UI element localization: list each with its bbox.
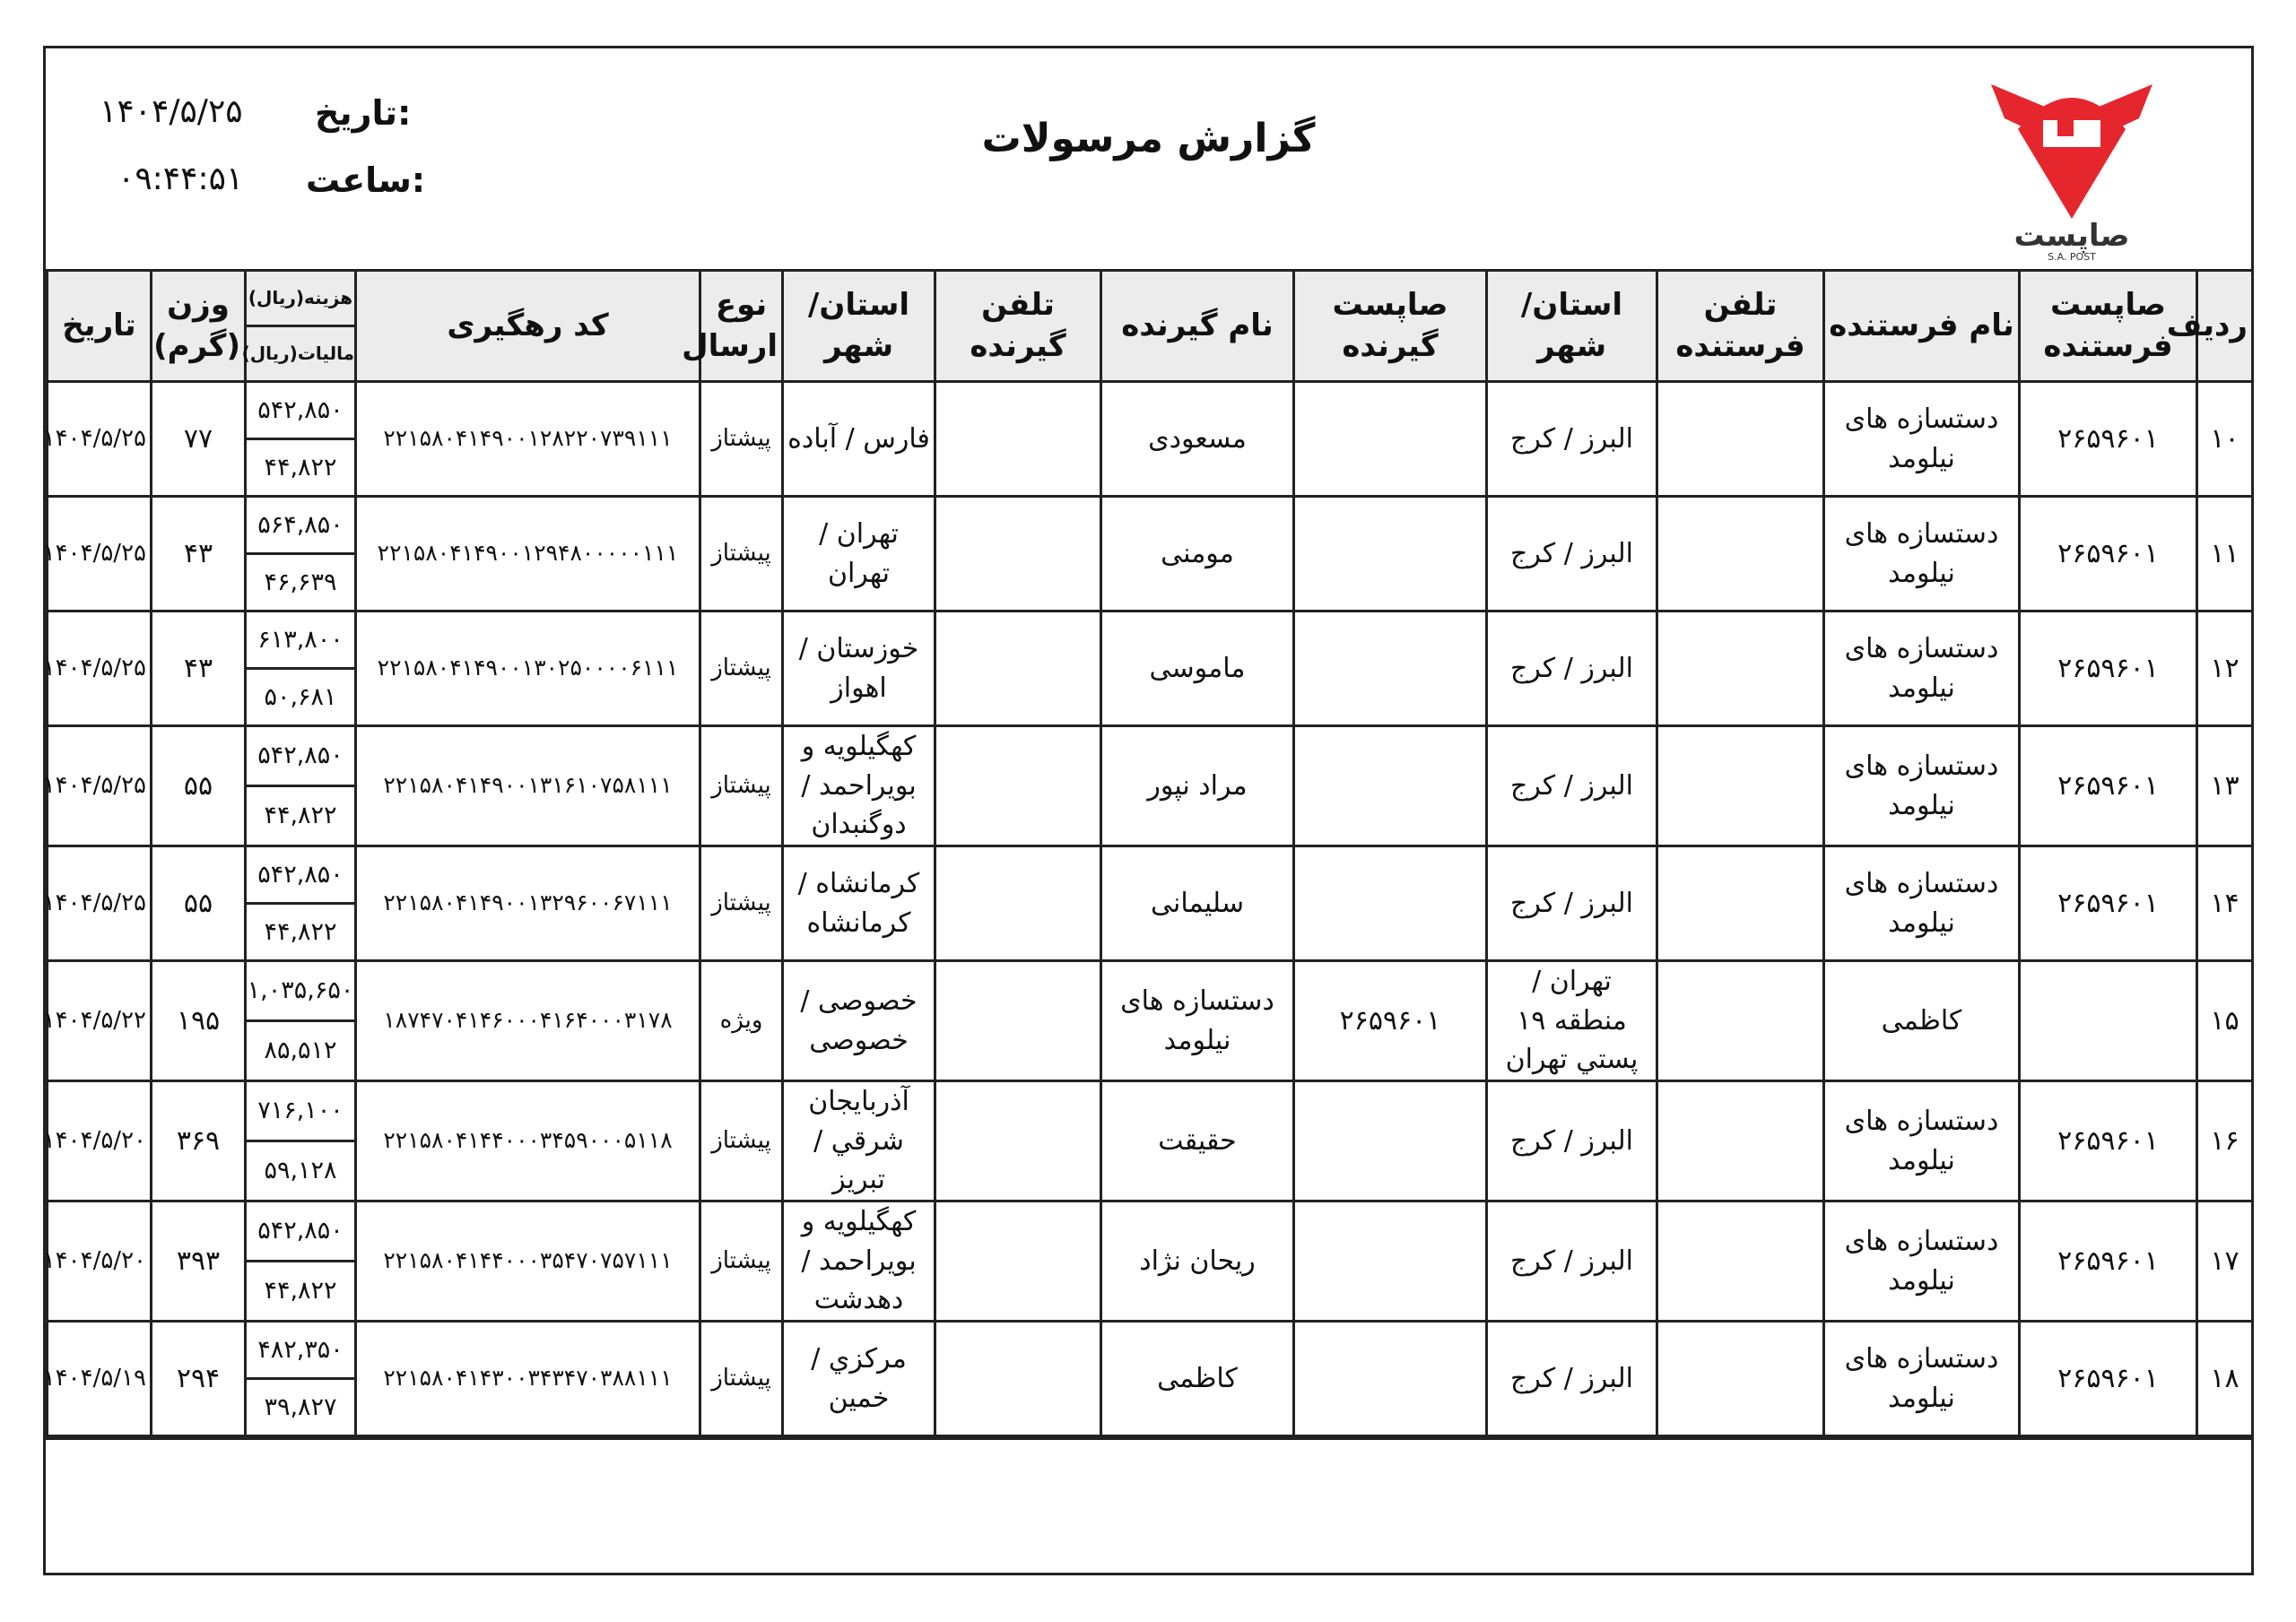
cell-cost: ۵۴۲,۸۵۰ — [246, 382, 356, 439]
table-row — [48, 846, 2253, 904]
cell-sender-name: کاظمی — [1824, 961, 2020, 1081]
cell-receiver-name: کاظمی — [1101, 1322, 1294, 1436]
time-value: ۰۹:۴۴:۵۱ — [117, 160, 244, 197]
col-sender-name: نام فرستنده — [1824, 271, 2020, 382]
cell-receiver-city: کهگیلویه و بویراحمد / دوگنبدان — [783, 726, 935, 846]
cell-receiver-phone — [935, 1322, 1101, 1436]
cell-row: ۱۲ — [2197, 612, 2253, 726]
cell-receiver-phone — [935, 497, 1101, 612]
cell-sender-city: البرز / کرج — [1487, 1201, 1657, 1322]
cell-send-type: پیشتاز — [700, 726, 783, 846]
cell-receiver-name: مراد نپور — [1101, 726, 1294, 846]
cell-cost: ۱,۰۳۵,۶۵۰ — [246, 961, 356, 1021]
cell-receiver-phone — [935, 612, 1101, 726]
table-row — [48, 1201, 2253, 1262]
cell-send-type: پیشتاز — [700, 382, 783, 497]
col-sender-phone: تلفن فرستنده — [1657, 271, 1824, 382]
col-receiver-name: نام گیرنده — [1101, 271, 1294, 382]
table-row — [48, 961, 2253, 1021]
cell-receiver-name: ریحان نژاد — [1101, 1201, 1294, 1322]
col-tracking: کد رهگیری — [356, 271, 700, 382]
table-row — [48, 1322, 2253, 1379]
cell-cost: ۴۸۲,۳۵۰ — [246, 1322, 356, 1379]
table-row — [48, 1081, 2253, 1141]
cell-tracking: ۲۲۱۵۸۰۴۱۴۹۰۰۱۲۸۲۲۰۷۳۹۱۱۱ — [356, 382, 700, 497]
table-row — [48, 497, 2253, 554]
cell-send-type: پیشتاز — [700, 846, 783, 961]
cell-receiver-city: تهران / تهران — [783, 497, 935, 612]
cell-send-type: پیشتاز — [700, 612, 783, 726]
cell-tracking: ۲۲۱۵۸۰۴۱۴۴۰۰۰۳۵۴۷۰۷۵۷۱۱۱ — [356, 1201, 700, 1322]
cell-sender-sapost — [2020, 961, 2197, 1081]
cell-send-type: پیشتاز — [700, 1201, 783, 1322]
cell-receiver-city: کهگیلویه و بویراحمد / دهدشت — [783, 1201, 935, 1322]
cell-sender-sapost: ۲۶۵۹۶۰۱ — [2020, 846, 2197, 961]
cell-receiver-sapost — [1294, 497, 1487, 612]
cell-receiver-city: فارس / آباده — [783, 382, 935, 497]
col-receiver-city: استان/ شهر — [783, 271, 935, 382]
cell-tax: ۴۶,۶۳۹ — [246, 554, 356, 612]
cell-sender-sapost: ۲۶۵۹۶۰۱ — [2020, 1201, 2197, 1322]
cell-tracking: ۲۲۱۵۸۰۴۱۴۹۰۰۱۳۲۹۶۰۰۶۷۱۱۱ — [356, 846, 700, 961]
cell-sender-city: البرز / کرج — [1487, 1081, 1657, 1201]
cell-sender-phone — [1657, 612, 1824, 726]
cell-row: ۱۱ — [2197, 497, 2253, 612]
cell-sender-phone — [1657, 382, 1824, 497]
cell-receiver-phone — [935, 1201, 1101, 1322]
cell-tracking: ۲۲۱۵۸۰۴۱۴۹۰۰۱۳۱۶۱۰۷۵۸۱۱۱ — [356, 726, 700, 846]
cell-receiver-sapost — [1294, 726, 1487, 846]
logo-text: صاپست — [2013, 218, 2130, 254]
col-send-type: نوع ارسال — [700, 271, 783, 382]
cell-weight: ۵۵ — [152, 846, 246, 961]
cell-receiver-sapost — [1294, 382, 1487, 497]
cell-sender-city: البرز / کرج — [1487, 497, 1657, 612]
cell-sender-sapost: ۲۶۵۹۶۰۱ — [2020, 612, 2197, 726]
cell-sender-phone — [1657, 961, 1824, 1081]
cell-row: ۱۴ — [2197, 846, 2253, 961]
report-frame — [43, 46, 2254, 1575]
cell-date: ۱۴۰۴/۵/۲۰ — [48, 1201, 152, 1322]
cell-date: ۱۴۰۴/۵/۱۹ — [48, 1322, 152, 1436]
cell-weight: ۳۹۳ — [152, 1201, 246, 1322]
cell-sender-phone — [1657, 726, 1824, 846]
cell-sender-sapost: ۲۶۵۹۶۰۱ — [2020, 726, 2197, 846]
col-tax: مالیات(ریال) — [246, 326, 356, 382]
cell-cost: ۶۱۳,۸۰۰ — [246, 612, 356, 669]
col-date: تاریخ — [48, 271, 152, 382]
cell-sender-name: دستسازه های نیلومد — [1824, 846, 2020, 961]
cell-date: ۱۴۰۴/۵/۲۵ — [48, 612, 152, 726]
table-bottom-divider — [46, 1437, 2251, 1440]
cell-weight: ۲۹۴ — [152, 1322, 246, 1436]
cell-cost: ۵۴۲,۸۵۰ — [246, 726, 356, 786]
cell-tax: ۸۵,۵۱۲ — [246, 1021, 356, 1081]
cell-receiver-name: ماموسی — [1101, 612, 1294, 726]
cell-sender-name: دستسازه های نیلومد — [1824, 1081, 2020, 1201]
cell-receiver-city: خوزستان / اهواز — [783, 612, 935, 726]
cell-weight: ۷۷ — [152, 382, 246, 497]
cell-tax: ۵۰,۶۸۱ — [246, 669, 356, 726]
cell-tracking: ۲۲۱۵۸۰۴۱۴۹۰۰۱۳۰۲۵۰۰۰۰۶۱۱۱ — [356, 612, 700, 726]
cell-weight: ۳۶۹ — [152, 1081, 246, 1201]
cell-tax: ۴۴,۸۲۲ — [246, 439, 356, 497]
cell-receiver-sapost — [1294, 1322, 1487, 1436]
col-sender-city: استان/ شهر — [1487, 271, 1657, 382]
cell-send-type: پیشتاز — [700, 497, 783, 612]
cell-tax: ۴۴,۸۲۲ — [246, 1262, 356, 1322]
cell-receiver-sapost — [1294, 846, 1487, 961]
page-title: گزارش مرسولات — [981, 116, 1316, 161]
cell-send-type: ویژه — [700, 961, 783, 1081]
cell-sender-phone — [1657, 1322, 1824, 1436]
cell-cost: ۵۴۲,۸۵۰ — [246, 846, 356, 904]
date-label: تاریخ: — [315, 93, 412, 133]
cell-sender-city: تهران / منطقه ۱۹ پستي تهران — [1487, 961, 1657, 1081]
cell-date: ۱۴۰۴/۵/۲۲ — [48, 961, 152, 1081]
cell-weight: ۴۳ — [152, 497, 246, 612]
cell-tracking: ۱۸۷۴۷۰۴۱۴۶۰۰۰۴۱۶۴۰۰۰۳۱۷۸ — [356, 961, 700, 1081]
cell-row: ۱۳ — [2197, 726, 2253, 846]
report-header — [46, 48, 2251, 269]
cell-receiver-phone — [935, 382, 1101, 497]
date-value: ۱۴۰۴/۵/۲۵ — [100, 93, 243, 130]
cell-sender-name: دستسازه های نیلومد — [1824, 726, 2020, 846]
cell-weight: ۱۹۵ — [152, 961, 246, 1081]
cell-receiver-phone — [935, 726, 1101, 846]
cell-sender-phone — [1657, 846, 1824, 961]
time-label: ساعت: — [306, 160, 426, 200]
table-row — [48, 726, 2253, 786]
cell-sender-city: البرز / کرج — [1487, 382, 1657, 497]
cell-tracking: ۲۲۱۵۸۰۴۱۴۴۰۰۰۳۴۵۹۰۰۰۵۱۱۸ — [356, 1081, 700, 1201]
cell-row: ۱۰ — [2197, 382, 2253, 497]
cell-row: ۱۵ — [2197, 961, 2253, 1081]
cell-date: ۱۴۰۴/۵/۲۵ — [48, 846, 152, 961]
cell-tax: ۵۹,۱۲۸ — [246, 1141, 356, 1201]
cell-sender-sapost: ۲۶۵۹۶۰۱ — [2020, 497, 2197, 612]
cell-sender-city: البرز / کرج — [1487, 846, 1657, 961]
cell-sender-phone — [1657, 497, 1824, 612]
cell-receiver-sapost: ۲۶۵۹۶۰۱ — [1294, 961, 1487, 1081]
shipments-table — [42, 269, 2254, 1437]
col-receiver-sapost: صاپست گیرنده — [1294, 271, 1487, 382]
cell-row: ۱۷ — [2197, 1201, 2253, 1322]
cell-sender-city: البرز / کرج — [1487, 1322, 1657, 1436]
col-sender-sapost: صاپست فرستنده — [2020, 271, 2197, 382]
cell-row: ۱۸ — [2197, 1322, 2253, 1436]
cell-tax: ۴۴,۸۲۲ — [246, 904, 356, 961]
cell-sender-phone — [1657, 1201, 1824, 1322]
cell-receiver-sapost — [1294, 1201, 1487, 1322]
cell-sender-phone — [1657, 1081, 1824, 1201]
table-row — [48, 382, 2253, 439]
cell-receiver-city: کرمانشاه / کرمانشاه — [783, 846, 935, 961]
cell-receiver-phone — [935, 1081, 1101, 1201]
cell-tracking: ۲۲۱۵۸۰۴۱۴۹۰۰۱۲۹۴۸۰۰۰۰۰۱۱۱ — [356, 497, 700, 612]
cell-cost: ۵۴۲,۸۵۰ — [246, 1201, 356, 1262]
cell-sender-name: دستسازه های نیلومد — [1824, 1322, 2020, 1436]
cell-sender-sapost: ۲۶۵۹۶۰۱ — [2020, 1081, 2197, 1201]
cell-weight: ۴۳ — [152, 612, 246, 726]
cell-receiver-name: سلیمانی — [1101, 846, 1294, 961]
col-weight: وزن (گرم) — [152, 271, 246, 382]
table-row — [48, 612, 2253, 669]
cell-weight: ۵۵ — [152, 726, 246, 846]
cell-receiver-sapost — [1294, 612, 1487, 726]
cell-sender-sapost: ۲۶۵۹۶۰۱ — [2020, 382, 2197, 497]
cell-date: ۱۴۰۴/۵/۲۵ — [48, 382, 152, 497]
sapost-logo — [1982, 66, 2161, 264]
cell-sender-name: دستسازه های نیلومد — [1824, 1201, 2020, 1322]
cell-tracking: ۲۲۱۵۸۰۴۱۴۳۰۰۳۴۳۴۷۰۳۸۸۱۱۱ — [356, 1322, 700, 1436]
table-header-row — [48, 271, 2253, 326]
cell-tax: ۳۹,۸۲۷ — [246, 1379, 356, 1436]
cell-sender-sapost: ۲۶۵۹۶۰۱ — [2020, 1322, 2197, 1436]
cell-receiver-name: مومنی — [1101, 497, 1294, 612]
cell-date: ۱۴۰۴/۵/۲۵ — [48, 497, 152, 612]
cell-cost: ۷۱۶,۱۰۰ — [246, 1081, 356, 1141]
col-row: ردیف — [2197, 271, 2253, 382]
logo-subtext: S.A. POST — [2048, 251, 2096, 263]
cell-sender-city: البرز / کرج — [1487, 726, 1657, 846]
cell-date: ۱۴۰۴/۵/۲۰ — [48, 1081, 152, 1201]
cell-sender-name: دستسازه های نیلومد — [1824, 497, 2020, 612]
table-body — [42, 382, 2253, 1436]
cell-receiver-city: مرکزي / خمين — [783, 1322, 935, 1436]
cell-sender-city: البرز / کرج — [1487, 612, 1657, 726]
cell-receiver-city: آذربايجان شرقي / تبريز — [783, 1081, 935, 1201]
cell-send-type: پیشتاز — [700, 1081, 783, 1201]
cell-receiver-sapost — [1294, 1081, 1487, 1201]
col-cost: هزینه(ریال) — [246, 271, 356, 326]
cell-receiver-city: خصوصی / خصوصی — [783, 961, 935, 1081]
cell-sender-name: دستسازه های نیلومد — [1824, 612, 2020, 726]
cell-receiver-phone — [935, 961, 1101, 1081]
cell-send-type: پیشتاز — [700, 1322, 783, 1436]
col-receiver-phone: تلفن گیرنده — [935, 271, 1101, 382]
cell-cost: ۵۶۴,۸۵۰ — [246, 497, 356, 554]
cell-receiver-name: دستسازه های نیلومد — [1101, 961, 1294, 1081]
cell-tax: ۴۴,۸۲۲ — [246, 786, 356, 846]
cell-row: ۱۶ — [2197, 1081, 2253, 1201]
cell-sender-name: دستسازه های نیلومد — [1824, 382, 2020, 497]
cell-receiver-name: حقیقت — [1101, 1081, 1294, 1201]
cell-receiver-name: مسعودی — [1101, 382, 1294, 497]
cell-receiver-phone — [935, 846, 1101, 961]
cell-date: ۱۴۰۴/۵/۲۵ — [48, 726, 152, 846]
